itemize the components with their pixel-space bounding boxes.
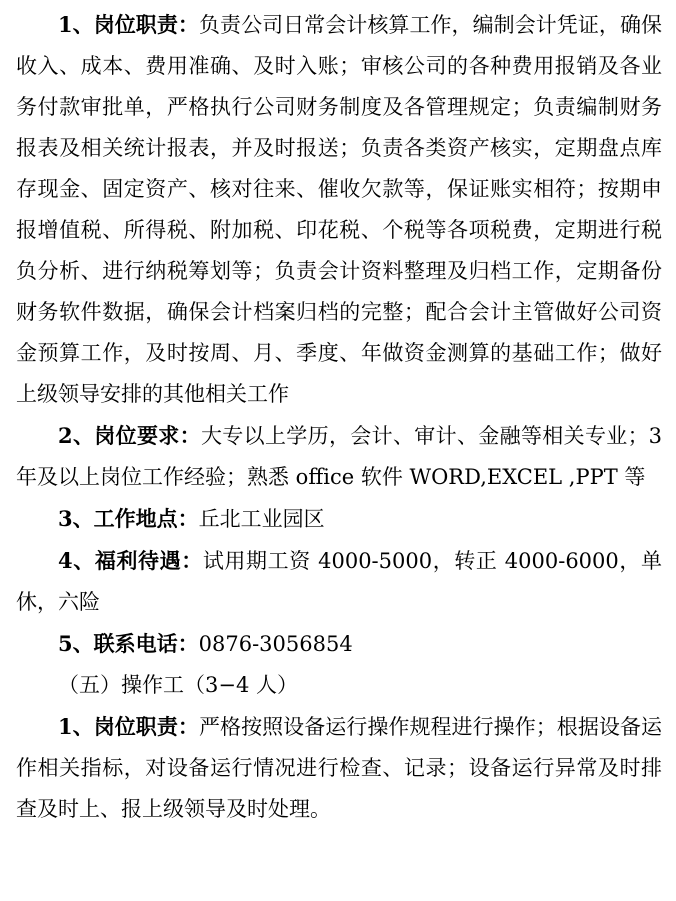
accountant-benefits-label: 4、福利待遇： [58,548,203,573]
accountant-requirements-paragraph [16,415,662,498]
operator-section-heading: （五）操作工（3−4 人） [58,673,298,697]
operator-duties-label: 1、岗位职责： [58,714,199,739]
operator-duties-text: 严格按照设备运行操作规程进行操作；根据设备运作相关指标，对设备运行情况进行检查、记录；设备运行异常及时排查及时上、报上级领导及时处理。 [16,715,662,821]
accountant-requirements-label: 2、岗位要求： [58,423,201,448]
accountant-location-paragraph [16,498,662,540]
accountant-location-label: 3、工作地点： [58,506,199,531]
accountant-duties-paragraph [16,4,662,415]
operator-duties-paragraph [16,706,662,830]
accountant-benefits-paragraph [16,540,662,623]
accountant-phone-label: 5、联系电话： [58,631,199,656]
accountant-duties-text: 负责公司日常会计核算工作，编制会计凭证，确保收入、成本、费用准确、及时入账；审核公司的各种费用报销及各业务付款审批单，严格执行公司财务制度及各管理规定；负责编制财务报表及相关统计报表，并及时报送；负责各类资产核实，定期盘点库存现金、固定资产、核对往来、催收欠款等，保证账实相符；按期申报增值税、所得税、附加税、印花税、个税等各项税费，定期进行税负分析、进行纳税筹划等；负责会计资料整理及归档工作，定期备份财务软件数据，确保会计档案归档的完整；配合会计主管做好公司资金预算工作，及时按周、月、季度、年做资金测算的基础工作；做好上级领导安排的其他相关工作 [16,13,662,406]
accountant-duties-label: 1、岗位职责： [58,12,199,37]
accountant-requirements-text: 大专以上学历，会计、审计、金融等相关专业；3 年及以上岗位工作经验；熟悉 office 软件 WORD,EXCEL ,PPT 等 [16,424,662,489]
accountant-phone-text: 0876-3056854 [198,632,353,656]
accountant-phone-paragraph [16,623,662,665]
accountant-location-text: 丘北工业园区 [198,507,325,531]
accountant-benefits-text: 试用期工资 4000-5000，转正 4000-6000，单休，六险 [16,549,662,614]
